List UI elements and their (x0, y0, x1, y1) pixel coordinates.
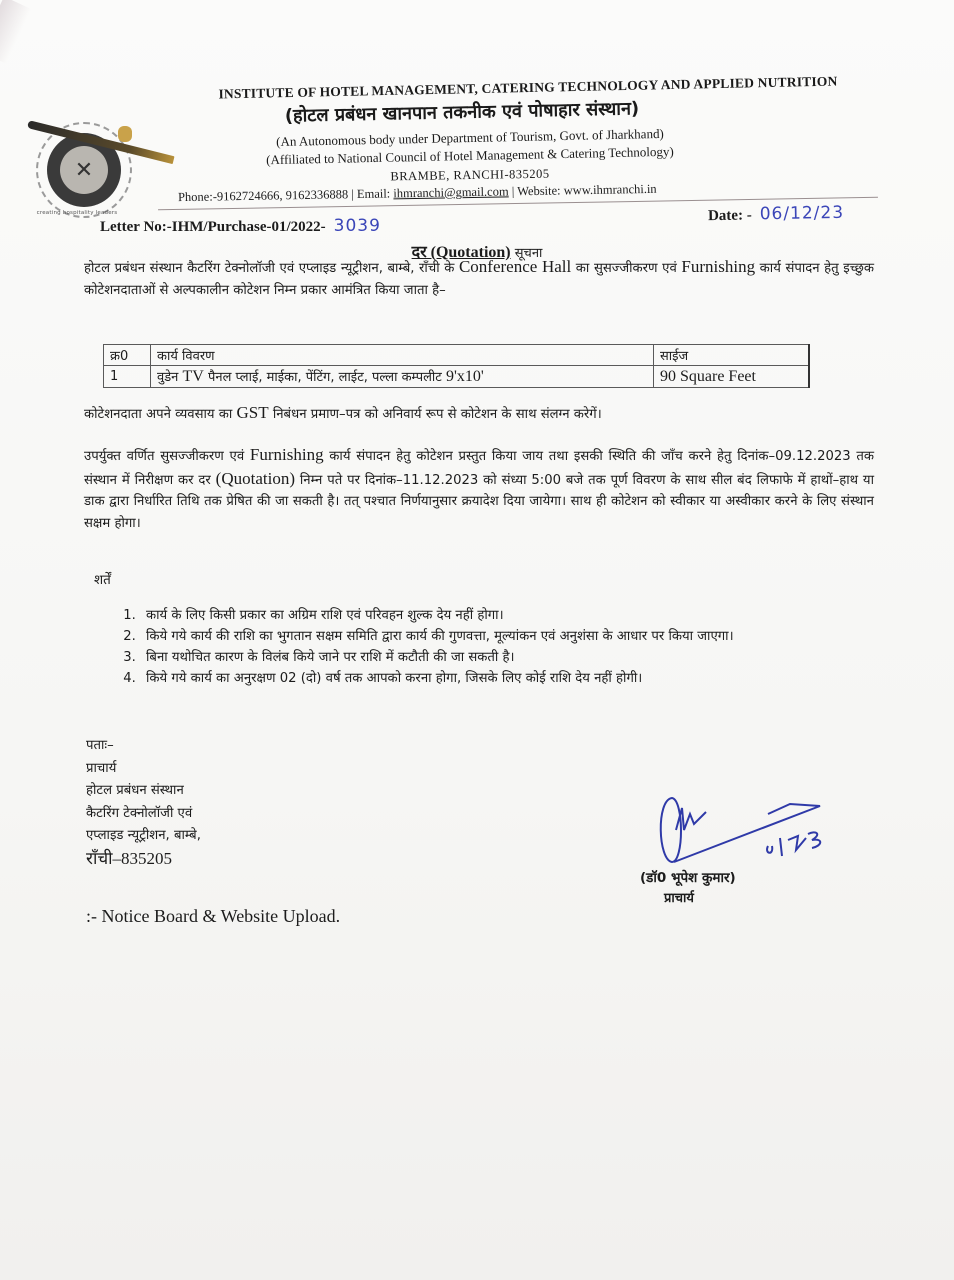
header-description: कार्य विवरण (151, 345, 654, 366)
signature-scribble-icon (650, 790, 850, 870)
crossed-utensils-icon: ✕ (60, 146, 108, 194)
address-line: होटल प्रबंधन संस्थान (86, 783, 184, 798)
signature-block (620, 790, 850, 920)
work-items-table (103, 344, 810, 388)
title-suffix: सूचना (510, 246, 543, 261)
header-serial: क्र0 (104, 345, 151, 366)
intro-paragraph (84, 256, 874, 301)
signatory-designation: प्राचार्य (664, 891, 694, 906)
address-line: राँची–835205 (86, 848, 173, 868)
email-link[interactable]: ihmranchi@gmail.com (393, 184, 509, 201)
submission-paragraph: उपर्युक्त वर्णित सुसज्जीकरण एवं Furnishing कार्य संपादन हेतु कोटेशन प्रस्तुत किया जाय तथा इसकी स्थिति की जाँच करने हेतु दिनांक–09.12.2023 तक संस्थान में निरीक्षण कर दर (Quotation) निम्न पते पर दिनांक–11.12.2023 को संध्या 5:00 बजे तक पूर्ण विवरण के साथ सील बंद लिफाफे में हाथों–हाथ या डाक द्वारा निर्धारित तिथि तक प्रेषित की जा सकती है। तत् पश्चात निर्णयानुसार क्रयादेश दिया जायेगा। साथ ही कोटेशन को स्वीकार या अस्वीकार करने के लिए संस्थान सक्षम होगा। (84, 445, 874, 531)
intro-conference-hall: Conference Hall (458, 257, 572, 276)
gst-note: कोटेशनदाता अपने व्यवसाय का GST निबंधन प्रमाण–पत्र को अनिवार्य रूप से कोटेशन के साथ संलग्न करेगें। (84, 403, 602, 422)
phone-numbers: Phone:-9162724666, 9162336888 | Email: (177, 186, 394, 205)
intro-text-1: होटल प्रबंधन संस्थान कैटरिंग टेक्नोलॉजी एवं एप्लाइड न्यूट्रीशन, बाम्बे, राँची के (84, 261, 459, 276)
address-line: पताः– (86, 738, 114, 753)
logo-tagline: creating hospitality leaders (36, 210, 118, 216)
page-fold-shadow (0, 0, 31, 64)
table-row (104, 366, 810, 388)
title-quotation: दर (Quotation) (411, 244, 511, 261)
letter-number (100, 216, 381, 236)
signatory-name: (डॉ0 भूपेश कुमार) (640, 870, 736, 886)
cell-serial: 1 (104, 366, 151, 388)
address-line: प्राचार्य (86, 760, 117, 776)
condition-item: 1. कार्य के लिए किसी प्रकार का अग्रिम राशि एवं परिवहन शुल्क देय नहीं होगा। (140, 605, 930, 626)
condition-item: 2. किये गये कार्य की राशि का भुगतान सक्षम समिति द्वारा कार्य की गुणवत्ता, मूल्यांकन एवं अनुशंसा के आधार पर किया जाएगा। (140, 626, 930, 647)
date-handwritten: 06/12/23 (759, 202, 845, 225)
intro-text-2: का सुसज्जीकरण एवं (571, 261, 682, 276)
intro-text-3: कार्य संपादन हेतु इच्छुक कोटेशनदाताओं से अल्पकालीन कोटेशन निम्न प्रकार आमंत्रित किया जाता है– (84, 261, 874, 298)
gst-text: GST (236, 403, 269, 422)
date-label: Date: - (707, 207, 752, 225)
letter-number-label: Letter No:-IHM/Purchase-01/2022- (100, 219, 326, 235)
address-line: एप्लाइड न्यूट्रीशन, बाम्बे, (86, 828, 201, 843)
institute-address: BRAMBE, RANCHI-835205 (390, 166, 550, 184)
conditions-list (94, 605, 930, 689)
institute-name-hindi: (होटल प्रबंधन खानपान तकनीक एवं पोषाहार संस्थान) (284, 98, 640, 127)
conditions-heading: शर्तें (94, 572, 111, 588)
letter-number-handwritten: 3039 (333, 216, 381, 236)
condition-item: 4. किये गये कार्य का अनुरक्षण 02 (दो) वर्ष तक आपको करना होगा, जिसके लिए कोई राशि देय नहीं होगी। (140, 668, 930, 689)
table-header-row (104, 345, 810, 366)
website-text: | Website: www.ihmranchi.in (508, 181, 657, 199)
address-block (86, 735, 201, 870)
intro-furnishing: Furnishing (681, 257, 756, 276)
cell-size: 90 Square Feet (654, 366, 810, 388)
autonomous-body-line: (An Autonomous body under Department of Tourism, Govt. of Jharkhand) (276, 125, 664, 150)
letter-date (708, 203, 844, 225)
header-size: साईज (654, 345, 810, 366)
institute-name-english: INSTITUTE OF HOTEL MANAGEMENT, CATERING TECHNOLOGY AND APPLIED NUTRITION (218, 73, 838, 102)
copy-to-note: :- Notice Board & Website Upload. (86, 906, 341, 926)
condition-item: 3. बिना यथोचित कारण के विलंब किये जाने पर राशि में कटौती की जा सकती है। (140, 647, 930, 668)
address-line: कैटरिंग टेक्नोलॉजी एवं (86, 805, 193, 821)
affiliation-line: (Affiliated to National Council of Hotel Management & Catering Technology) (266, 143, 674, 168)
cell-description: वुडेन TV पैनल प्लाई, माईका, पेंटिंग, लाईट, पल्ला कम्पलीट 9'x10' (151, 366, 654, 388)
